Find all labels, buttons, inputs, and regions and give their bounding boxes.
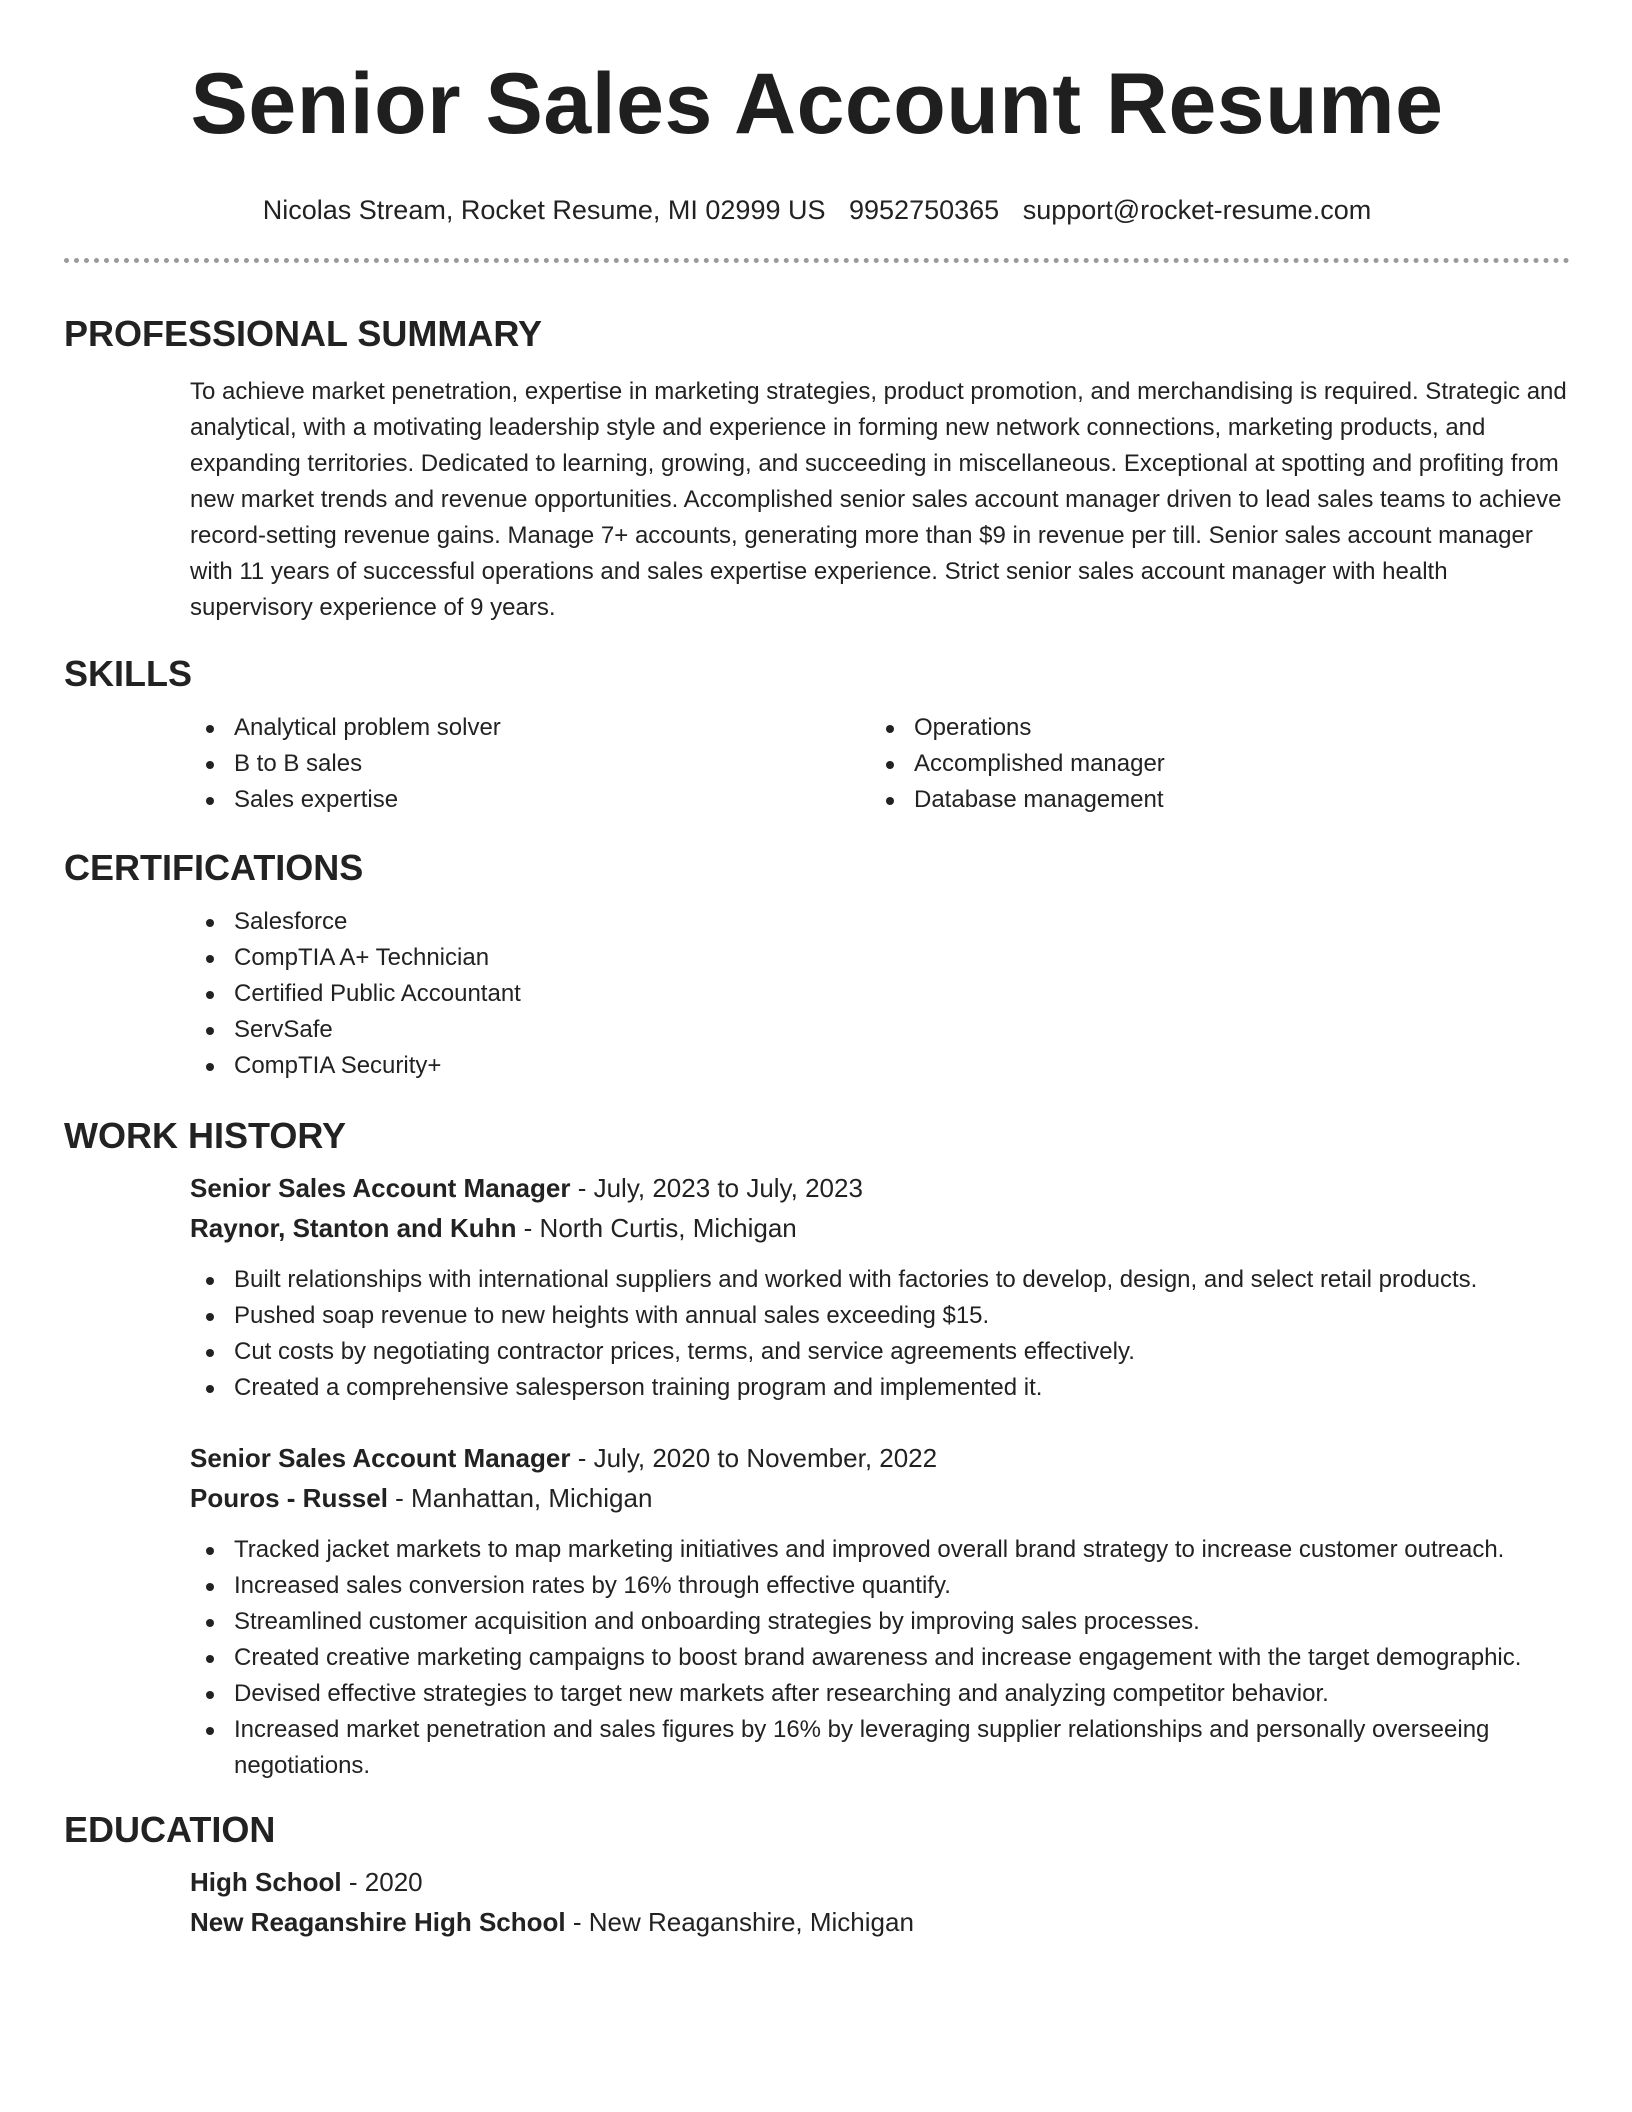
education-degree: High School bbox=[190, 1867, 342, 1897]
education-degree-line bbox=[190, 1862, 1570, 1902]
list-item: Operations bbox=[870, 710, 1550, 746]
list-item: Analytical problem solver bbox=[190, 710, 870, 746]
skills-right-list bbox=[870, 710, 1550, 818]
certifications-list bbox=[190, 904, 1570, 1084]
list-item: Created a comprehensive salesperson training program and implemented it. bbox=[190, 1370, 1570, 1406]
work-heading: WORK HISTORY bbox=[64, 1115, 347, 1156]
contact-phone: 9952750365 bbox=[849, 195, 1000, 225]
work-section bbox=[64, 1115, 1570, 1784]
job-title: Senior Sales Account Manager bbox=[190, 1173, 571, 1203]
job-entry bbox=[190, 1438, 1570, 1784]
list-item: CompTIA Security+ bbox=[190, 1048, 1570, 1084]
list-item: Salesforce bbox=[190, 904, 1570, 940]
job-dates: - July, 2020 to November, 2022 bbox=[570, 1443, 938, 1473]
summary-section bbox=[64, 313, 1570, 626]
job-bullets bbox=[190, 1262, 1570, 1406]
education-section bbox=[64, 1809, 1570, 1942]
job-title-line bbox=[190, 1168, 1570, 1208]
education-entry bbox=[190, 1862, 1570, 1942]
job-dates: - July, 2023 to July, 2023 bbox=[570, 1173, 863, 1203]
certifications-heading: CERTIFICATIONS bbox=[64, 847, 364, 888]
job-company-line bbox=[190, 1478, 1570, 1518]
job-company-line bbox=[190, 1208, 1570, 1248]
resume-title: Senior Sales Account Resume bbox=[190, 56, 1444, 152]
education-heading: EDUCATION bbox=[64, 1809, 276, 1850]
list-item: Tracked jacket markets to map marketing initiatives and improved overall brand strategy to increase customer outreach. bbox=[190, 1532, 1570, 1568]
education-location: - New Reaganshire, Michigan bbox=[565, 1907, 914, 1937]
skills-heading: SKILLS bbox=[64, 653, 193, 694]
job-title: Senior Sales Account Manager bbox=[190, 1443, 571, 1473]
job-company: Raynor, Stanton and Kuhn bbox=[190, 1213, 517, 1243]
contact-email: support@rocket-resume.com bbox=[1022, 195, 1372, 225]
contact-address: Nicolas Stream, Rocket Resume, MI 02999 US bbox=[262, 195, 826, 225]
list-item: Devised effective strategies to target new markets after researching and analyzing competitor behavior. bbox=[190, 1676, 1570, 1712]
skills-grid bbox=[190, 710, 1570, 818]
job-location: - North Curtis, Michigan bbox=[516, 1213, 797, 1243]
summary-text: To achieve market penetration, expertise in marketing strategies, product promotion, and merchandising is required. Strategic and analytical, with a motivating leadership style and experience in forming new network connections, marketing products, and expanding territories. Dedicated to learning, growing, and succeeding in miscellaneous. Exceptional at spotting and profiting from new market trends and revenue opportunities. Accomplished senior sales account manager driven to lead sales teams to achieve record-setting revenue gains. Manage 7+ accounts, generating more than $9 in revenue per till. Senior sales account manager with 11 years of successful operations and sales expertise experience. Strict senior sales account manager with health supervisory experience of 9 years. bbox=[190, 378, 1567, 621]
list-item: CompTIA A+ Technician bbox=[190, 940, 1570, 976]
list-item: Created creative marketing campaigns to boost brand awareness and increase engagement with the target demographic. bbox=[190, 1640, 1570, 1676]
header-divider bbox=[64, 258, 1570, 263]
list-item: ServSafe bbox=[190, 1012, 1570, 1048]
list-item: Certified Public Accountant bbox=[190, 976, 1570, 1012]
list-item: Database management bbox=[870, 782, 1550, 818]
list-item: Increased market penetration and sales figures by 16% by leveraging supplier relationships and personally overseeing negotiations. bbox=[190, 1712, 1570, 1784]
list-item: Built relationships with international suppliers and worked with factories to develop, design, and select retail products. bbox=[190, 1262, 1570, 1298]
education-year: - 2020 bbox=[341, 1867, 423, 1897]
job-title-line bbox=[190, 1438, 1570, 1478]
list-item: Increased sales conversion rates by 16% through effective quantify. bbox=[190, 1568, 1570, 1604]
job-bullets bbox=[190, 1532, 1570, 1784]
job-entry bbox=[190, 1168, 1570, 1406]
skills-section bbox=[64, 653, 1570, 818]
skills-left-list bbox=[190, 710, 870, 818]
education-school-line bbox=[190, 1902, 1570, 1942]
certifications-section bbox=[64, 847, 1570, 1084]
contact-line bbox=[64, 197, 1570, 224]
list-item: Streamlined customer acquisition and onboarding strategies by improving sales processes. bbox=[190, 1604, 1570, 1640]
list-item: Pushed soap revenue to new heights with annual sales exceeding $15. bbox=[190, 1298, 1570, 1334]
job-location: - Manhattan, Michigan bbox=[387, 1483, 653, 1513]
job-company: Pouros - Russel bbox=[190, 1483, 388, 1513]
education-school: New Reaganshire High School bbox=[190, 1907, 566, 1937]
list-item: Accomplished manager bbox=[870, 746, 1550, 782]
resume-page bbox=[64, 0, 1570, 1942]
summary-heading: PROFESSIONAL SUMMARY bbox=[64, 313, 543, 354]
list-item: Cut costs by negotiating contractor prices, terms, and service agreements effectively. bbox=[190, 1334, 1570, 1370]
list-item: Sales expertise bbox=[190, 782, 870, 818]
list-item: B to B sales bbox=[190, 746, 870, 782]
